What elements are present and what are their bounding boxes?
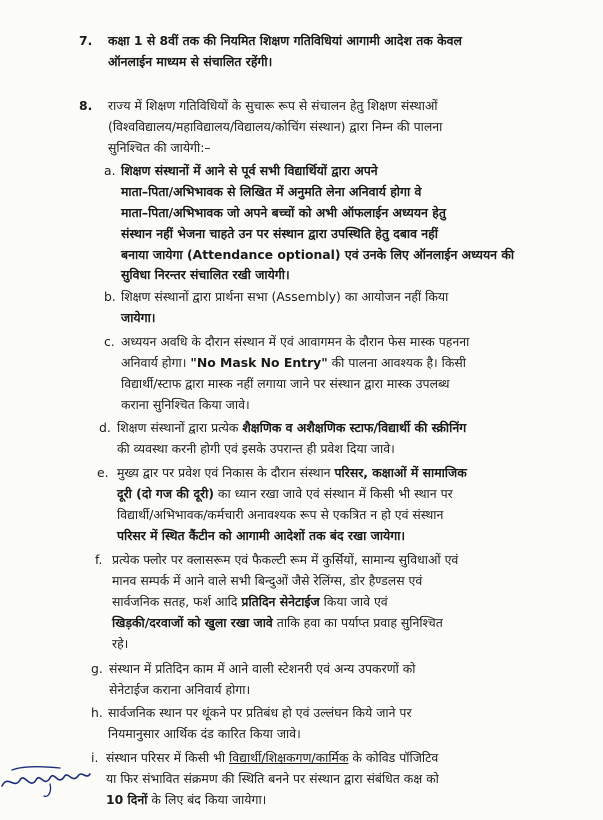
- signature-scribble: [0, 760, 100, 802]
- item-f-bold: प्रतिदिन सेनेटाईज: [241, 594, 320, 609]
- item-e-line: परिसर में स्थित कैंटीन को आगामी आदेशों तक बंद रखा जायेगा।: [117, 528, 406, 543]
- item-i-text: के लिए बंद किया जायेगा।: [147, 792, 267, 807]
- item-e-bold: परिसर, कक्षाओं में सामाजिक: [334, 465, 467, 480]
- item-i-bold: 10 दिनों: [106, 792, 148, 807]
- item-h-line: नियमानुसार आर्थिक दंड कारित किया जावे।: [108, 726, 301, 741]
- item-i-line: [106, 752, 438, 764]
- item-h-line: सार्वजनिक स्थान पर थूंकने पर प्रतिबंध हो एवं उल्लंघन किये जाने पर: [108, 705, 412, 720]
- item-i-line: या फिर संभावित संक्रमण की स्थिति बनने पर संस्थान द्वारा संबंधित कक्ष को: [106, 771, 439, 786]
- item-g-line: संस्थान में प्रतिदिन काम में आने वाली स्टेशनरी एवं अन्य उपकरणों को: [109, 661, 416, 676]
- item-e-bold: दूरी (दो गज की दूरी): [117, 486, 214, 501]
- item-8-line: सुनिश्चित की जायेगी:–: [108, 140, 211, 155]
- item-c-line: विद्यार्थी/स्टाफ द्वारा मास्क नहीं लगाया जाने पर संस्थान द्वारा मास्क उपलब्ध: [121, 376, 450, 391]
- item-f-line: रहे।: [112, 636, 129, 651]
- item-a-line: माता–पिता/अभिभावक से लिखित में अनुमति लेना अनिवार्य होगा वे: [121, 184, 422, 199]
- item-f-text: किया जावे एवं: [319, 594, 388, 609]
- item-f-text: सार्वजनिक सतह, फर्श आदि: [112, 594, 242, 609]
- item-i-line: [106, 794, 266, 806]
- item-i-text: संस्थान परिसर में किसी भी: [106, 750, 230, 765]
- item-8-line: राज्य में शिक्षण गतिविधियों के सुचारू रूप से संचालन हेतु शिक्षण संस्थाओं: [108, 98, 438, 113]
- item-a-line: शिक्षण संस्थानों में आने से पूर्व सभी विद्यार्थियों द्वारा अपने: [121, 163, 378, 178]
- item-e-line: [117, 488, 453, 500]
- item-7-line: कक्षा 1 से 8वीं तक की नियमित शिक्षण गतिविधियां आगामी आदेश तक केवल: [108, 33, 462, 48]
- item-a-line: बनाया जायेगा (Attendance optional) एवं उनके लिए ऑनलाईन अध्ययन की: [121, 247, 515, 262]
- item-a-line: माता–पिता/अभिभावक जो अपने बच्चों को अभी ऑफलाईन अध्ययन हेतु: [121, 205, 446, 220]
- item-c-text: अनिवार्य होगा।: [121, 355, 191, 370]
- item-c-text: की पालना आवश्यक है। किसी: [327, 355, 466, 370]
- item-f-line: प्रत्येक फ्लोर पर क्लासरूम एवं फैकल्टी रूम में कुर्सियों, सामान्य सुविधाओं एवं: [112, 552, 459, 567]
- item-h-label: h.: [91, 705, 103, 720]
- item-d-line: की व्यवस्था करनी होगी एवं इसके उपरान्त ही प्रवेश दिया जावे।: [117, 441, 395, 456]
- item-f-line: [112, 617, 443, 629]
- item-c-label: c.: [104, 334, 115, 349]
- item-g-label: g.: [91, 661, 103, 676]
- item-e-text: का ध्यान रखा जावे एवं संस्थान में किसी भी स्थान पर: [213, 486, 453, 501]
- item-a-line: सुविधा निरन्तर संचालित रखी जायेगी।: [121, 267, 290, 282]
- item-7-number: 7.: [79, 33, 93, 48]
- item-c-line: [121, 357, 466, 369]
- item-e-line: [117, 467, 467, 479]
- item-c-line: अध्ययन अवधि के दौरान संस्थान में एवं आवागमन के दौरान फेस मास्क पहनना: [121, 334, 470, 349]
- item-f-line: मानव सम्पर्क में आने वाले सभी बिन्दुओं जैसे रेलिंग्स, डोर हैण्डलस एवं: [112, 573, 423, 588]
- item-a-label: a.: [104, 163, 116, 178]
- item-f-label: f.: [95, 552, 103, 567]
- item-i-underlined: विद्यार्थी/शिक्षकगण/कार्मिक: [229, 750, 349, 765]
- item-f-bold: खिड़की/दरवाजों को खुला रखा जावे: [112, 615, 273, 630]
- item-b-label: b.: [104, 289, 116, 304]
- item-8-number: 8.: [79, 98, 93, 113]
- item-a-line: संस्थान नहीं भेजना चाहते उन पर संस्थान द्वारा उपस्थिति हेतु दबाव नहीं: [121, 226, 438, 241]
- item-c-line: कराना सुनिश्चित किया जावे।: [121, 397, 250, 412]
- item-f-line: [112, 596, 388, 608]
- item-b-line: शिक्षण संस्थानों द्वारा प्रार्थना सभा (Assembly) का आयोजन नहीं किया: [121, 289, 449, 304]
- item-e-label: e.: [97, 465, 109, 480]
- item-e-text: मुख्य द्वार पर प्रवेश एवं निकास के दौरान संस्थान: [117, 465, 335, 480]
- item-7-line: ऑनलाईन माध्यम से संचालित रहेंगी।: [108, 54, 273, 69]
- item-b-line: जायेगा।: [121, 310, 156, 325]
- item-i-text: के कोविड पॉजिटिव: [348, 750, 439, 765]
- item-d-text: शिक्षण संस्थानों द्वारा प्रत्येक: [117, 420, 243, 435]
- item-g-line: सेनेटाईज कराना अनिवार्य होगा।: [109, 682, 251, 697]
- item-d-line: [117, 422, 466, 434]
- item-i-label: i.: [91, 750, 99, 765]
- no-mask-no-entry: "No Mask No Entry": [190, 355, 328, 370]
- item-e-line: विद्यार्थी/अभिभावक/कर्मचारी अनावश्यक रूप से एकत्रित न हो एवं संस्थान: [117, 507, 444, 522]
- item-d-label: d.: [99, 420, 111, 435]
- item-8-line: (विश्वविद्यालय/महाविद्यालय/विद्यालय/कोचिंग संस्थान) द्वारा निम्न की पालना: [108, 119, 443, 134]
- item-d-bold: शैक्षणिक व अशैक्षणिक स्टाफ/विद्यार्थी की स्क्रीनिंग: [242, 420, 467, 435]
- item-f-text: ताकि हवा का पर्याप्त प्रवाह सुनिश्चित: [272, 615, 443, 630]
